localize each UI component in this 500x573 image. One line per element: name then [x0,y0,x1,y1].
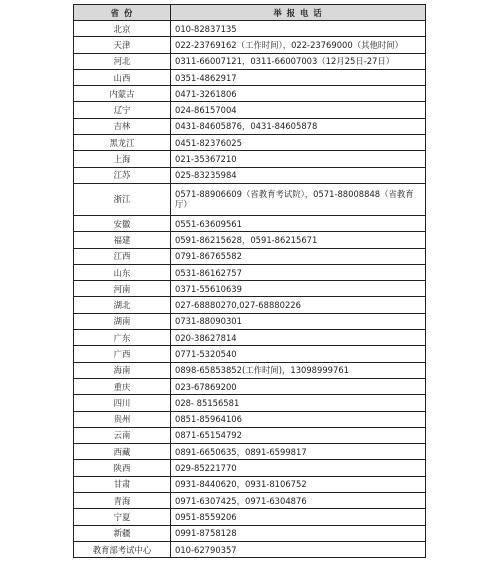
table-row [74,411,426,427]
table-row [74,135,426,151]
phone-cell: 020-38627814 [171,330,426,346]
phone-cell: 0591-86215628，0591-86215671 [171,232,426,248]
province-cell: 广西 [74,346,171,362]
table-row [74,493,426,509]
table-row [74,53,426,69]
table-row [74,395,426,411]
phone-cell: 010-82837135 [171,21,426,37]
phone-cell: 023-67869200 [171,378,426,394]
header-province: 省 份 [74,5,171,21]
phone-cell: 0351-4862917 [171,69,426,85]
phone-cell: 0851-85964106 [171,411,426,427]
table-row [74,281,426,297]
phone-cell: 010-62790357 [171,541,426,557]
province-cell: 湖南 [74,313,171,329]
table-row [74,37,426,53]
table-row [74,102,426,118]
table-row [74,330,426,346]
province-cell: 吉林 [74,118,171,134]
province-cell: 山东 [74,264,171,280]
province-cell: 内蒙古 [74,86,171,102]
province-cell: 天津 [74,37,171,53]
table-row [74,151,426,167]
province-cell: 上海 [74,151,171,167]
table-row [74,476,426,492]
province-cell: 安徽 [74,215,171,231]
province-cell: 浙江 [74,183,171,215]
table-row [74,378,426,394]
phone-cell: 021-35367210 [171,151,426,167]
province-cell: 湖北 [74,297,171,313]
province-cell: 教育部考试中心 [74,541,171,557]
province-cell: 河北 [74,53,171,69]
report-phone-table-container [73,4,425,558]
province-cell: 重庆 [74,378,171,394]
table-row [74,313,426,329]
phone-cell: 0451-82376025 [171,135,426,151]
phone-cell: 0991-8758128 [171,525,426,541]
province-cell: 广东 [74,330,171,346]
table-row [74,21,426,37]
phone-cell: 028- 85156581 [171,395,426,411]
table-row [74,232,426,248]
province-cell: 甘肃 [74,476,171,492]
table-row [74,264,426,280]
table-row [74,118,426,134]
province-cell: 山西 [74,69,171,85]
phone-cell: 0311-66007121，0311-66007003（12月25日-27日） [171,53,426,69]
province-cell: 宁夏 [74,509,171,525]
table-row [74,215,426,231]
table-row [74,541,426,557]
phone-cell: 0571-88906609（省教育考试院），0571-88008848（省教育厅） [171,183,426,215]
header-report-phone: 举 报 电 话 [171,5,426,21]
province-cell: 河南 [74,281,171,297]
province-cell: 海南 [74,362,171,378]
province-cell: 北京 [74,21,171,37]
table-row [74,86,426,102]
phone-cell: 0891-6650635，0891-6599817 [171,444,426,460]
table-row [74,297,426,313]
phone-cell: 0971-6307425，0971-6304876 [171,493,426,509]
province-cell: 青海 [74,493,171,509]
province-cell: 陕西 [74,460,171,476]
phone-cell: 029-85221770 [171,460,426,476]
table-row [74,444,426,460]
table-row [74,525,426,541]
phone-cell: 0471-3261806 [171,86,426,102]
table-row [74,346,426,362]
province-cell: 黑龙江 [74,135,171,151]
table-row [74,69,426,85]
province-cell: 新疆 [74,525,171,541]
phone-cell: 0791-86765582 [171,248,426,264]
table-row [74,362,426,378]
phone-cell: 0551-63609561 [171,215,426,231]
phone-cell: 0931-8440620，0931-8106752 [171,476,426,492]
province-cell: 福建 [74,232,171,248]
table-row [74,167,426,183]
phone-cell: 027-68880270,027-68880226 [171,297,426,313]
province-cell: 江西 [74,248,171,264]
phone-cell: 0871-65154792 [171,427,426,443]
table-row [74,460,426,476]
phone-cell: 0771-5320540 [171,346,426,362]
table-row [74,509,426,525]
table-header-row [74,5,426,21]
phone-cell: 024-86157004 [171,102,426,118]
phone-cell: 0731-88090301 [171,313,426,329]
phone-cell: 0951-8559206 [171,509,426,525]
phone-cell: 0371-55610639 [171,281,426,297]
table-row [74,248,426,264]
province-cell: 贵州 [74,411,171,427]
province-cell: 云南 [74,427,171,443]
province-cell: 辽宁 [74,102,171,118]
province-cell: 四川 [74,395,171,411]
phone-cell: 0531-86162757 [171,264,426,280]
phone-cell: 022-23769162（工作时间），022-23769000（其他时间） [171,37,426,53]
phone-cell: 0431-84605876，0431-84605878 [171,118,426,134]
report-phone-table [73,4,426,558]
province-cell: 西藏 [74,444,171,460]
table-row [74,183,426,215]
phone-cell: 0898-65853852(工作时间)，13098999761 [171,362,426,378]
province-cell: 江苏 [74,167,171,183]
table-row [74,427,426,443]
phone-cell: 025-83235984 [171,167,426,183]
